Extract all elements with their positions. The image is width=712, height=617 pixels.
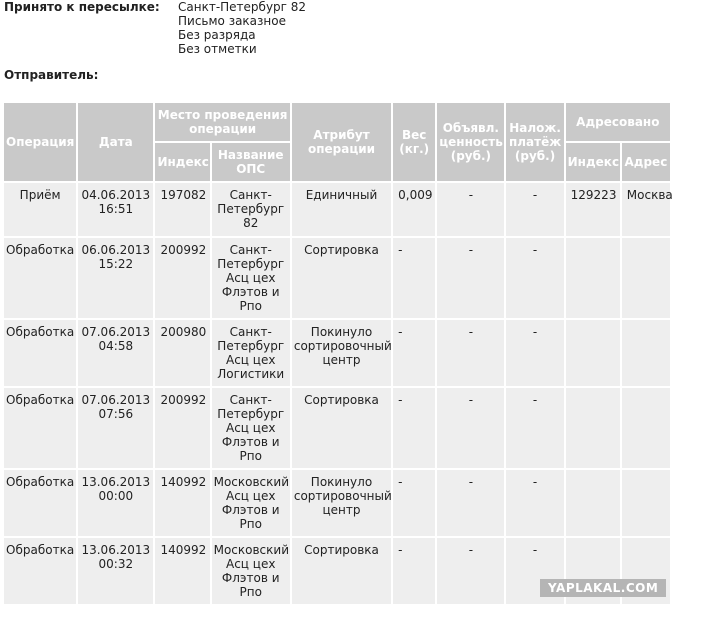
cell-date: 04.06.2013 16:51 bbox=[78, 183, 153, 236]
table-row bbox=[4, 320, 670, 386]
cell-operation: Обработка bbox=[4, 238, 76, 318]
cell-cod: - bbox=[506, 238, 563, 318]
cell-addr-index: 129223 bbox=[566, 183, 620, 236]
header-place: Место проведения операции bbox=[155, 103, 289, 141]
cell-declared-value: - bbox=[437, 388, 504, 468]
cell-weight: 0,009 bbox=[393, 183, 435, 236]
cell-date: 07.06.2013 04:58 bbox=[78, 320, 153, 386]
cell-index: 200992 bbox=[155, 388, 209, 468]
cell-address bbox=[622, 470, 670, 536]
cell-operation: Обработка bbox=[4, 470, 76, 536]
header-attribute: Атрибут операции bbox=[292, 103, 391, 181]
cell-declared-value: - bbox=[437, 320, 504, 386]
cell-cod: - bbox=[506, 183, 563, 236]
cell-operation: Обработка bbox=[4, 388, 76, 468]
header-cod: Налож. платёж (руб.) bbox=[506, 103, 563, 181]
cell-address bbox=[622, 320, 670, 386]
cell-weight: - bbox=[393, 538, 435, 604]
cell-operation: Обработка bbox=[4, 320, 76, 386]
accepted-line: Без отметки bbox=[178, 42, 257, 56]
cell-attribute: Единичный bbox=[292, 183, 391, 236]
cell-addr-index bbox=[566, 320, 620, 386]
cell-address bbox=[622, 238, 670, 318]
cell-operation: Обработка bbox=[4, 538, 76, 604]
cell-index: 197082 bbox=[155, 183, 209, 236]
header-address: Адрес bbox=[622, 143, 670, 181]
cell-ops-name: Московский Асц цех Флэтов и Рпо bbox=[212, 470, 290, 536]
accepted-label: Принято к пересылке: bbox=[4, 0, 160, 14]
header-weight: Вес (кг.) bbox=[393, 103, 435, 181]
cell-addr-index bbox=[566, 470, 620, 536]
cell-ops-name: Московский Асц цех Флэтов и Рпо bbox=[212, 538, 290, 604]
cell-attribute: Сортировка bbox=[292, 238, 391, 318]
cell-date: 13.06.2013 00:00 bbox=[78, 470, 153, 536]
cell-date: 06.06.2013 15:22 bbox=[78, 238, 153, 318]
cell-declared-value: - bbox=[437, 470, 504, 536]
accepted-line: Без разряда bbox=[178, 28, 256, 42]
cell-declared-value: - bbox=[437, 238, 504, 318]
cell-ops-name: Санкт-Петербург Асц цех Логистики bbox=[212, 320, 290, 386]
watermark-logo: YAPLAKAL.COM bbox=[540, 579, 666, 597]
cell-index: 140992 bbox=[155, 470, 209, 536]
cell-declared-value: - bbox=[437, 183, 504, 236]
cell-attribute: Покинуло сортировочный центр bbox=[292, 320, 391, 386]
cell-weight: - bbox=[393, 320, 435, 386]
cell-date: 07.06.2013 07:56 bbox=[78, 388, 153, 468]
tracking-table bbox=[2, 101, 672, 606]
header-addr-index: Индекс bbox=[566, 143, 620, 181]
cell-addr-index bbox=[566, 238, 620, 318]
sender-label: Отправитель: bbox=[4, 68, 99, 82]
cell-ops-name: Санкт-Петербург 82 bbox=[212, 183, 290, 236]
cell-weight: - bbox=[393, 470, 435, 536]
accepted-values bbox=[178, 0, 306, 56]
cell-operation: Приём bbox=[4, 183, 76, 236]
cell-addr-index bbox=[566, 388, 620, 468]
cell-attribute: Сортировка bbox=[292, 538, 391, 604]
cell-cod: - bbox=[506, 538, 563, 604]
cell-declared-value: - bbox=[437, 538, 504, 604]
cell-date: 13.06.2013 00:32 bbox=[78, 538, 153, 604]
cell-ops-name: Санкт-Петербург Асц цех Флэтов и Рпо bbox=[212, 238, 290, 318]
cell-address: Москва bbox=[622, 183, 670, 236]
cell-address bbox=[622, 388, 670, 468]
cell-ops-name: Санкт-Петербург Асц цех Флэтов и Рпо bbox=[212, 388, 290, 468]
cell-attribute: Покинуло сортировочный центр bbox=[292, 470, 391, 536]
header-declared-value: Объявл. ценность (руб.) bbox=[437, 103, 504, 181]
cell-index: 200992 bbox=[155, 238, 209, 318]
cell-index: 200980 bbox=[155, 320, 209, 386]
header-operation: Операция bbox=[4, 103, 76, 181]
table-row bbox=[4, 388, 670, 468]
header-addressed: Адресовано bbox=[566, 103, 670, 141]
table-row bbox=[4, 470, 670, 536]
cell-weight: - bbox=[393, 388, 435, 468]
cell-attribute: Сортировка bbox=[292, 388, 391, 468]
header-ops-name: Название ОПС bbox=[212, 143, 290, 181]
header-index: Индекс bbox=[155, 143, 209, 181]
cell-cod: - bbox=[506, 320, 563, 386]
accepted-line: Санкт-Петербург 82 bbox=[178, 0, 307, 14]
cell-cod: - bbox=[506, 388, 563, 468]
table-row bbox=[4, 183, 670, 236]
table-row bbox=[4, 238, 670, 318]
cell-weight: - bbox=[393, 238, 435, 318]
cell-index: 140992 bbox=[155, 538, 209, 604]
header-date: Дата bbox=[78, 103, 153, 181]
cell-cod: - bbox=[506, 470, 563, 536]
accepted-line: Письмо заказное bbox=[178, 14, 286, 28]
